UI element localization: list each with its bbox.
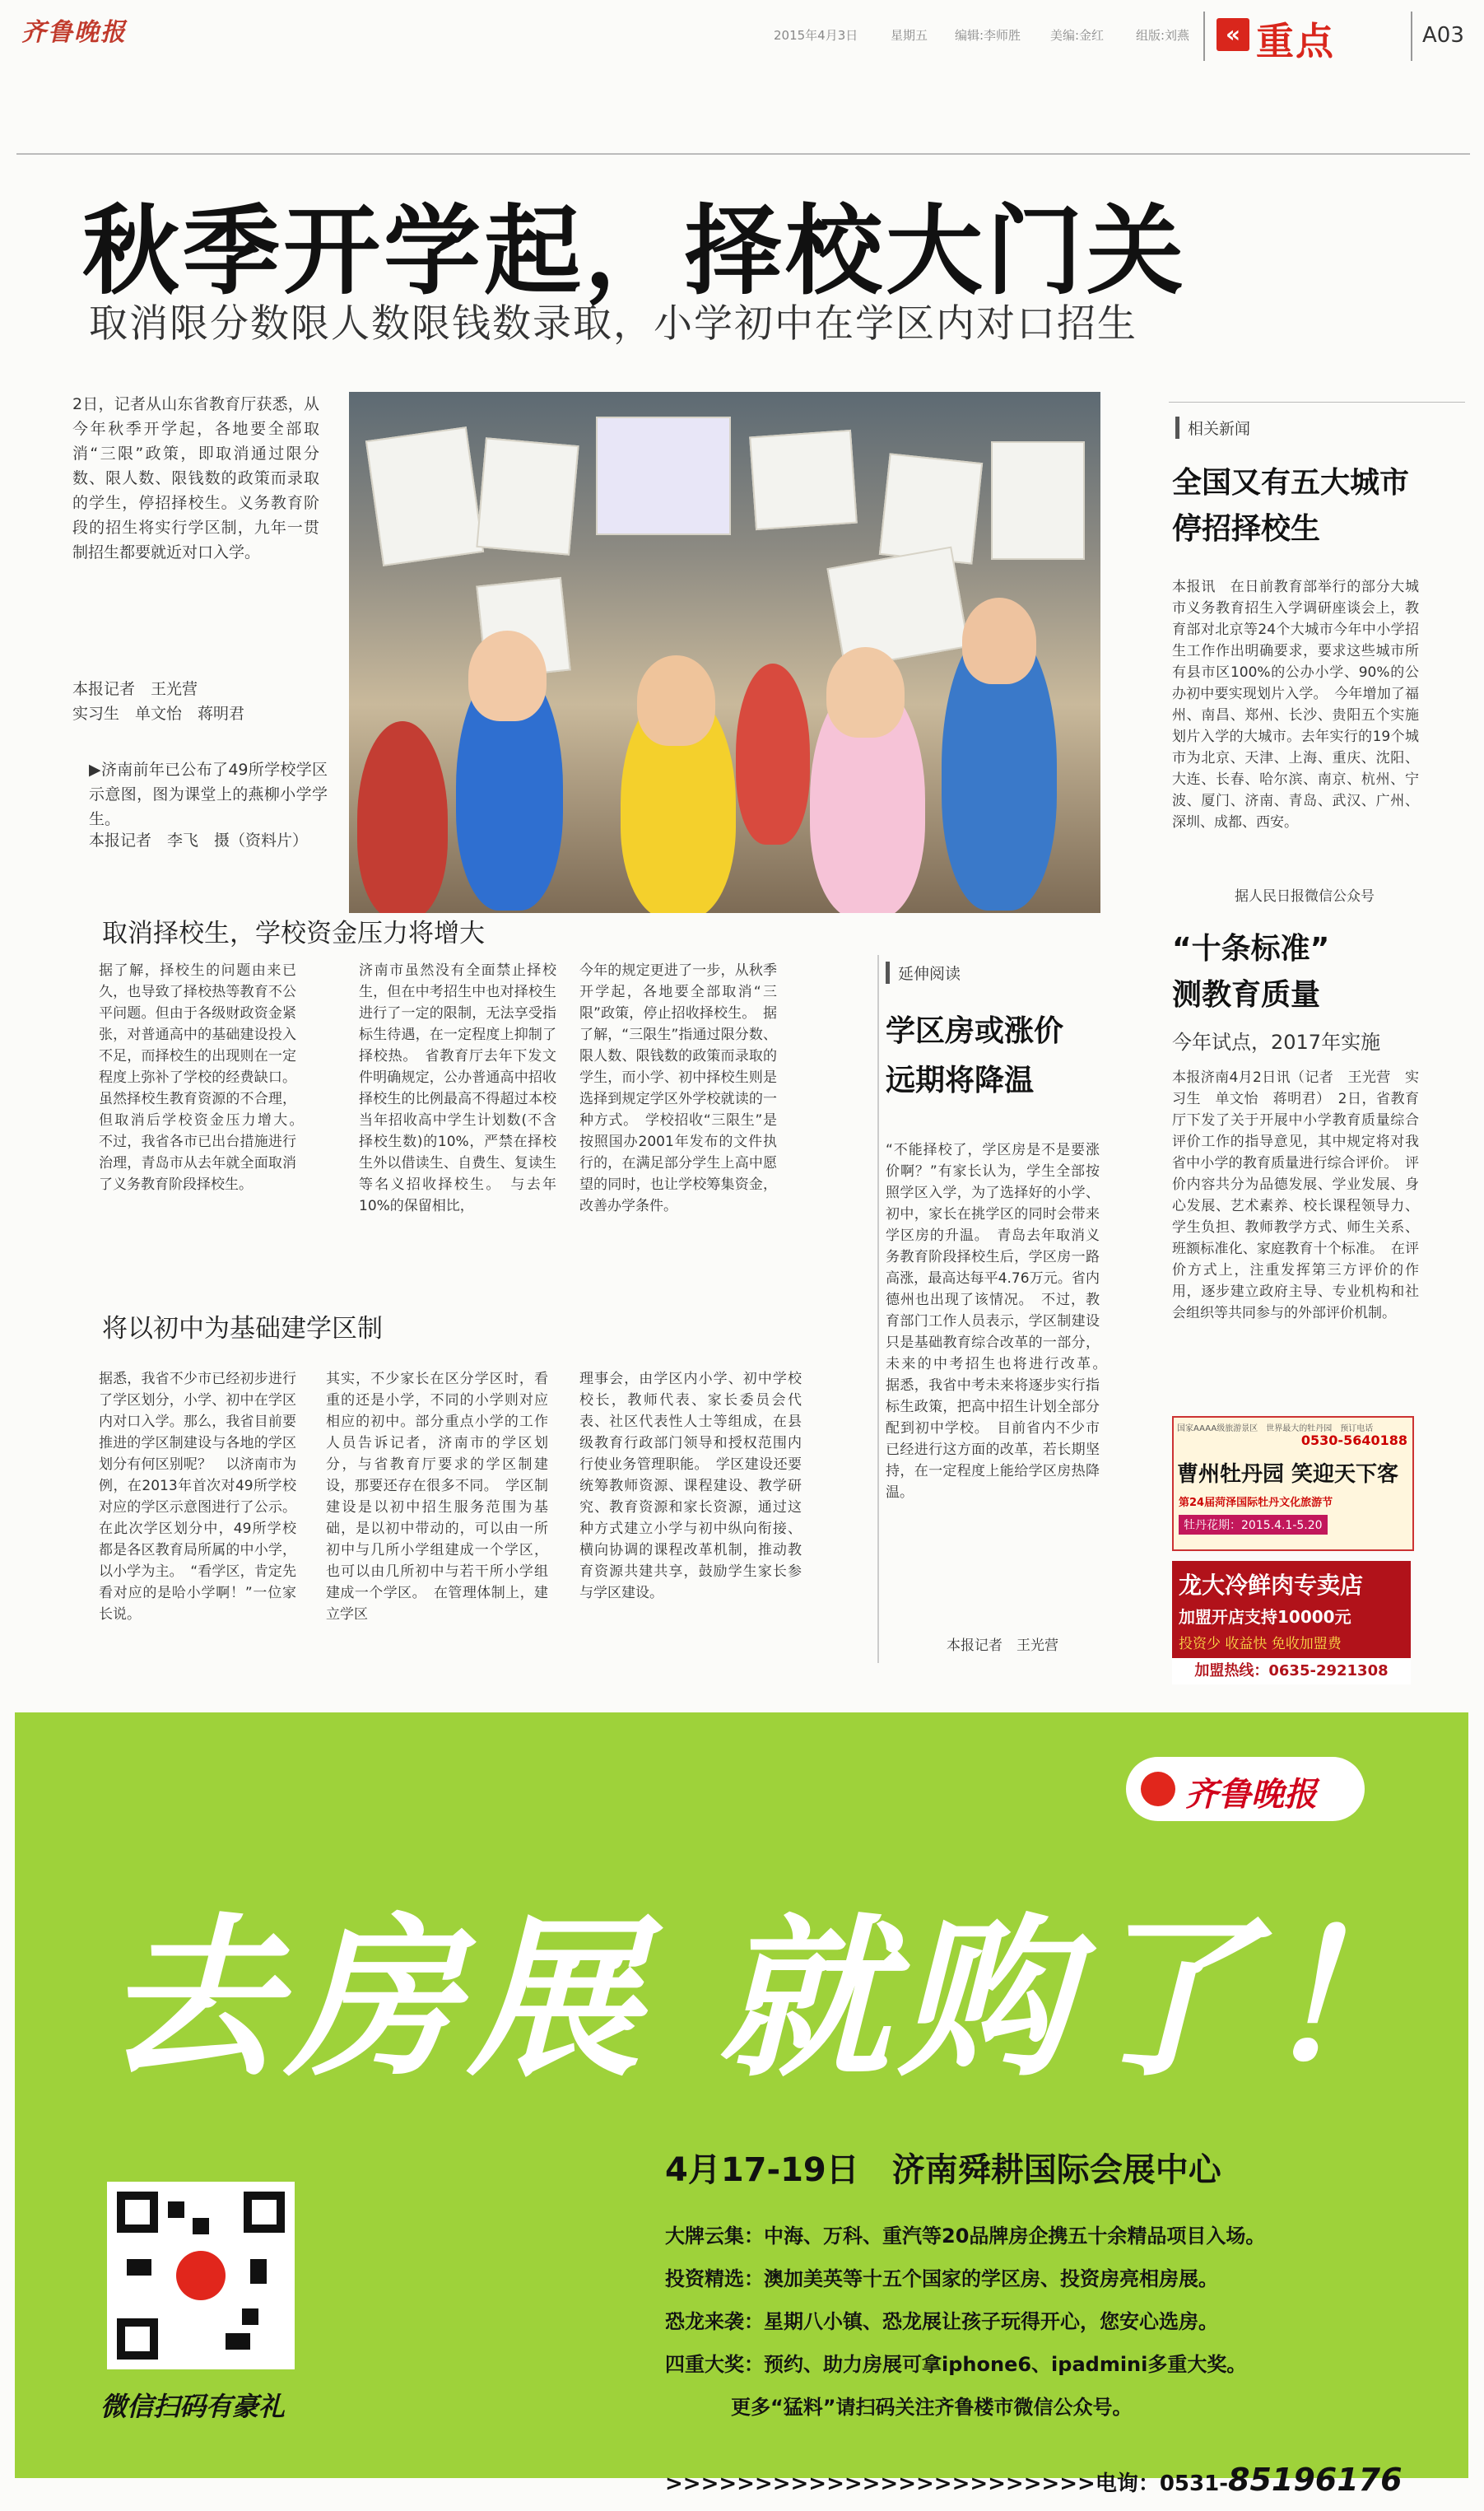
classroom-photo bbox=[349, 392, 1100, 913]
issue-weekday: 星期五 bbox=[891, 28, 928, 43]
meat-ad-slogan: 投资少 收益快 免收加盟费 bbox=[1179, 1636, 1342, 1652]
extend-body: “不能择校了，学区房是不是要涨价啊？”有家长认为，学生全部按照学区入学，为了选择好的小学、初中，家长在挑学区的同时会带来学区房的升温。 青岛去年取消义务教育阶段择校生后，学区房一路高涨，最高达每平4.76万元。省内德州也出现了该情况。 不过，教育部门工作人员表示，学区制建设只是基础教育综合改革的一部分，未来的中考招生也将进行改革。 据悉，我省中考未来将逐步实行指标生政策，把高中招生计划全部分配到初中学校。 目前省内不少市已经进行这方面的改革，若长期坚持，在一定程度上能给学区房热降温。 bbox=[886, 1142, 1114, 1501]
extend-title-1: 学区房或涨价 bbox=[886, 1014, 1064, 1048]
section-arrow-icon: « bbox=[1217, 18, 1249, 51]
lead-byline-1: 本报记者 王光营 bbox=[72, 680, 198, 698]
photo-caption: ▶济南前年已公布了49所学校学区示意图，图为课堂上的燕柳小学学生。 bbox=[89, 761, 328, 828]
extend-title-2: 远期将降温 bbox=[886, 1064, 1035, 1097]
section1-column-1: 据了解，择校生的问题由来已久，也导致了择校热等教育不公平问题。但由于各级财政资金紧张，对普通高中的基础建设投入不足，而择校生的出现则在一定程度上弥补了学校的经费缺口。虽然择校生教育资源的不合理，但取消后学校资金压力增大。 不过，我省各市已出台措施进行治理，青岛市从去年就全面取消了义务教育阶段择校生。 bbox=[99, 962, 310, 1193]
section1-column-3: 今年的规定更进了一步，从秋季开学起，各地要全部取消“三限”政策，停止招收择校生。 据了解，“三限生”指通过限分数、限人数、限钱数的政策而录取的学生，而小学、初中择校生则是选择到规定学区外学校就读的一种方式。 学校招收“三限生”是按照国办2001年发布的文件执行的，在满足部分学生上高中愿望的同时，也让学校筹集资金，改善办学条件。 bbox=[579, 962, 777, 1214]
proofreader-credit: 组版:刘燕 bbox=[1136, 28, 1190, 43]
lead-byline-2: 实习生 单文怡 蒋明君 bbox=[72, 705, 245, 723]
meat-ad-phone: 加盟热线：0635-2921308 bbox=[1172, 1658, 1411, 1684]
meat-store-ad[interactable] bbox=[1172, 1561, 1411, 1684]
page-headline: 秋季开学起，择校大门关 bbox=[82, 194, 1188, 308]
page-subheadline: 取消限分数限人数限钱数录取，小学初中在学区内对口招生 bbox=[89, 301, 1137, 347]
header-divider bbox=[1203, 12, 1205, 61]
peony-ad-title: 曹州牡丹园 笑迎天下客 bbox=[1177, 1462, 1399, 1487]
housing-expo-banner[interactable] bbox=[15, 1712, 1468, 2498]
page-number: A03 bbox=[1422, 23, 1464, 48]
peony-ad-date: 牡丹花期：2015.4.1-5.20 bbox=[1179, 1515, 1328, 1535]
photo-credit: 本报记者 李飞 摄（资料片） bbox=[89, 832, 309, 850]
meat-ad-line: 加盟开店支持10000元 bbox=[1179, 1607, 1351, 1627]
related-body: 本报讯 在日前教育部举行的部分大城市义务教育招生入学调研座谈会上，教育部对北京等24个大城市今年中小学招生工作作出明确要求，要求这些城市所有县市区100%的公办小学、90%的公办初中要实现划片入学。 今年增加了福州、南昌、郑州、长沙、贵阳五个实施划片入学的大城市。去年实行的19个城市为北京、天津、上海、重庆、沈阳、大连、长春、哈尔滨、南京、杭州、宁波、厦门、济南、青岛、武汉、广州、深圳、成都、西安。 bbox=[1172, 579, 1419, 831]
banner-feature-item: 四重大奖：预约、助力房展可拿iphone6、ipadmini多重大奖。 bbox=[665, 2353, 1247, 2376]
newspaper-logo: 齐鲁晚报 bbox=[21, 18, 127, 47]
section2-column-1: 据悉，我省不少市已经初步进行了学区划分，小学、初中在学区内对口入学。那么，我省目前要推进的学区制建设与各地的学区划分有何区别呢？ 以济南市为例，在2013年首次对49所学校对应的学区示意图进行了公示。在此次学区划分中，49所学校都是各区教育局所属的中小学，以小学为主。 “看学区，肯定先看对应的是哈小学啊！”一位家长说。 bbox=[99, 1371, 296, 1623]
section-label: 重点 bbox=[1256, 19, 1335, 63]
standards-body: 本报济南4月2日讯（记者 王光营 实习生 单文怡 蒋明君） 2日，省教育厅下发了关于开展中小学教育质量综合评价工作的指导意见，其中规定将对我省中小学的教育质量进行综合评价。 评价内容共分为品德发展、学业发展、身心发展、艺术素养、校长课程领导力、学生负担、教师教学方式、师生关系、班额标准化、家庭教育十个标准。 在评价方式上，注重发挥第三方评价的作用，逐步建立政府主导、专业机构和社会组织等共同参与的外部评价机制。 bbox=[1172, 1069, 1419, 1321]
banner-slogan: 去房展 就购了！ bbox=[105, 1898, 1442, 2100]
header-divider-2 bbox=[1411, 12, 1412, 61]
banner-feature-list bbox=[665, 2215, 1455, 2429]
standards-title-2: 测教育质量 bbox=[1172, 978, 1321, 1012]
issue-date: 2015年4月3日 bbox=[774, 28, 858, 43]
extend-reading-tag: 延伸阅读 bbox=[886, 962, 961, 984]
section1-column-2: 济南市虽然没有全面禁止择校生，但在中考招生中也对择校生进行了一定的限制，无法享受指标生待遇，在一定程度上抑制了择校热。 省教育厅去年下发文件明确规定，公办普通高中招收择校生的比例最高不得超过本校当年招收高中学生计划数(不含择校生数)的10%，严禁在择校生外以借读生、自费生、复读生等名义招收择校生。 与去年10%的保留相比， bbox=[359, 962, 556, 1214]
banner-date-venue: 4月17-19日 济南舜耕国际会展中心 bbox=[665, 2151, 1221, 2189]
peony-ad-sub: 第24届菏泽国际牡丹文化旅游节 bbox=[1179, 1497, 1333, 1509]
qr-code[interactable] bbox=[107, 2182, 295, 2369]
extend-byline: 本报记者 王光营 bbox=[947, 1638, 1058, 1654]
banner-phone-line: >>>>>>>>>>>>>>>>>>>>>>>>电询：0531-85196176 bbox=[665, 2462, 1403, 2498]
peony-ad-top: 国家AAAA级旅游景区 世界最大的牡丹园 预订电话 bbox=[1177, 1424, 1374, 1433]
column-rule bbox=[877, 955, 879, 1663]
section1-heading: 取消择校生，学校资金压力将增大 bbox=[102, 919, 485, 948]
banner-logo-text: 齐鲁晚报 bbox=[1185, 1775, 1317, 1814]
banner-logo-plate bbox=[1126, 1757, 1365, 1821]
related-rule bbox=[1169, 402, 1465, 403]
banner-feature-item: 大牌云集：中海、万科、重汽等20品牌房企携五十余精品项目入场。 bbox=[665, 2224, 1266, 2248]
peony-ad-phone: 0530-5640188 bbox=[1300, 1433, 1407, 1448]
masthead-rule bbox=[16, 153, 1470, 155]
banner-more: 更多“猛料”请扫码关注齐鲁楼市微信公众号。 bbox=[731, 2396, 1133, 2419]
banner-feature-item: 恐龙来袭：星期八小镇、恐龙展让孩子玩得开心，您安心选房。 bbox=[665, 2310, 1218, 2333]
banner-logo-icon bbox=[1141, 1772, 1175, 1806]
related-news-tag: 相关新闻 bbox=[1175, 417, 1250, 439]
section2-heading: 将以初中为基础建学区制 bbox=[102, 1314, 383, 1344]
editor-credit: 编辑:李师胜 bbox=[955, 28, 1021, 43]
art-editor-credit: 美编:金红 bbox=[1050, 28, 1105, 43]
related-source: 据人民日报微信公众号 bbox=[1235, 888, 1375, 905]
section2-column-3: 理事会，由学区内小学、初中学校校长，教师代表、家长委员会代表、社区代表性人士等组成，在县级教育行政部门领导和授权范围内行使业务管理职能。 学区建设还要统筹教师资源、课程建设、教学研究、教育资源和家长资源，通过这种方式建立小学与初中纵向衔接、横向协调的课程改革机制，推动教育资源共建共享，鼓励学生家长参与学区建设。 bbox=[579, 1371, 802, 1601]
qr-caption: 微信扫码有豪礼 bbox=[100, 2391, 286, 2422]
meat-ad-title: 龙大冷鲜肉专卖店 bbox=[1179, 1572, 1364, 1599]
related-title-1: 全国又有五大城市 bbox=[1172, 466, 1410, 500]
section2-column-2: 其实，不少家长在区分学区时，看重的还是小学，不同的小学则对应相应的初中。部分重点小学的工作人员告诉记者，济南市的学区划分，与省教育厅要求的学区制建设，那要还存在很多不同。 学区制建设是以初中招生服务范围为基础，是以初中带动的，可以由一所初中与几所小学组建成一个学区，也可以由几所初中与若干所小学组建成一个学区。 在管理体制上，建立学区 bbox=[326, 1371, 548, 1623]
lead-paragraph: 2日，记者从山东省教育厅获悉，从今年秋季开学起，各地要全部取消“三限”政策，即取消通过限分数、限人数、限钱数的政策而录取的学生，停招择校生。义务教育阶段的招生将实行学区制，九年一贯制招生都要就近对口入学。 bbox=[72, 395, 319, 561]
banner-feature-item: 投资精选：澳加美英等十五个国家的学区房、投资房亮相房展。 bbox=[665, 2267, 1218, 2290]
peony-park-ad[interactable] bbox=[1172, 1416, 1414, 1551]
standards-subtitle: 今年试点，2017年实施 bbox=[1172, 1031, 1381, 1054]
related-title-2: 停招择校生 bbox=[1172, 512, 1321, 546]
standards-title-1: “十条标准” bbox=[1172, 932, 1330, 966]
